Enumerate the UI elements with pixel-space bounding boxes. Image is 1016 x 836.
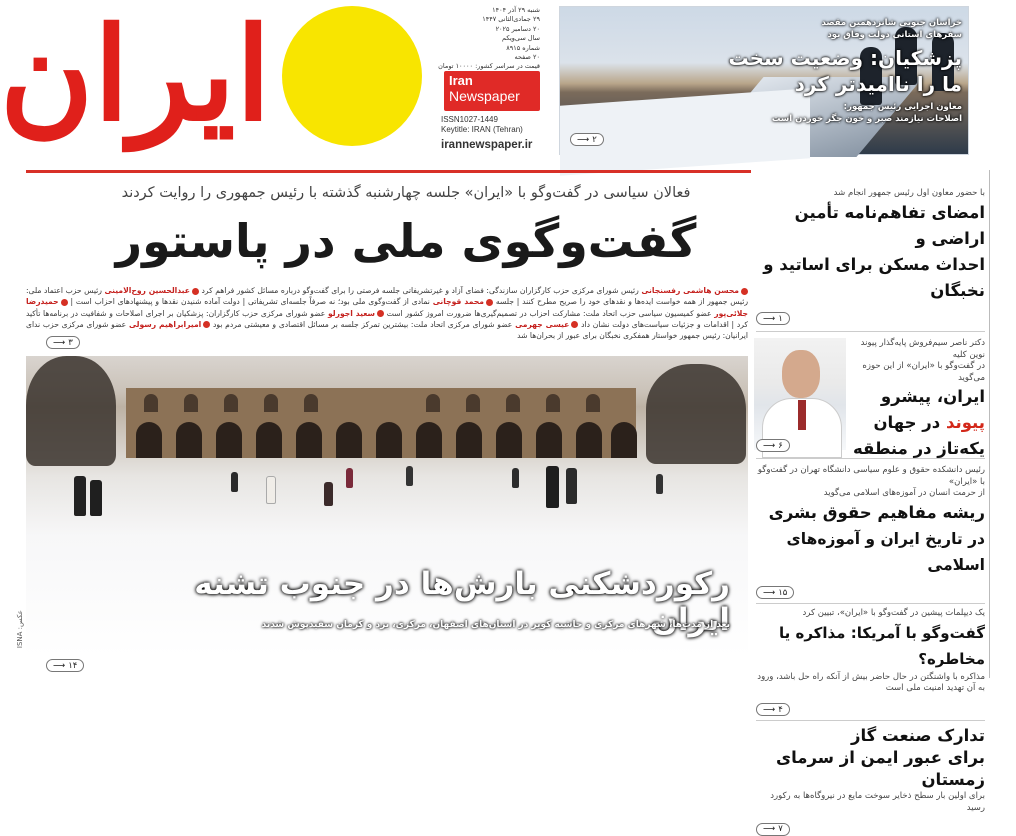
divider <box>756 720 985 721</box>
title-part: در جهان <box>873 413 946 432</box>
arch <box>611 422 637 458</box>
date-line: ۲۰ صفحه <box>514 53 540 62</box>
person-figure <box>512 468 519 488</box>
arch <box>184 394 198 412</box>
bullet-icon <box>61 299 68 306</box>
arch <box>144 394 158 412</box>
face <box>782 350 820 398</box>
arch <box>466 394 480 412</box>
arch <box>426 394 440 412</box>
issn: ISSN1027-1449 <box>441 115 498 124</box>
photo-credit: عکس: ISNA <box>16 610 24 649</box>
speaker-name: حمیدرضا جلائی‌پور <box>26 297 748 318</box>
item-kicker: با حضور معاون اول رئیس جمهور انجام شد <box>833 188 985 198</box>
main-photo-title[interactable]: رکوردشکنی بارش‌ها در جنوب تشنه ایران <box>194 566 730 638</box>
divider <box>26 170 751 173</box>
speaker-name: عیسی جهرمی <box>515 319 570 329</box>
arch <box>376 422 402 458</box>
person-figure <box>566 468 577 504</box>
top-story-sub: معاون اجرایی رئیس جمهور: <box>843 102 962 112</box>
page-number: ۶ <box>778 440 783 451</box>
iran-newspaper-badge[interactable] <box>444 71 540 111</box>
keytitle: Keytitle: IRAN (Tehran) <box>441 125 523 134</box>
item-kicker: یک دیپلمات پیشین در گفت‌وگو با «ایران»، تبیین کرد <box>802 608 985 618</box>
website-link[interactable]: irannewspaper.ir <box>441 139 533 151</box>
arch <box>506 394 520 412</box>
person-figure <box>656 474 663 494</box>
bullet-icon <box>203 321 210 328</box>
arch <box>416 422 442 458</box>
bullet-icon <box>486 299 493 306</box>
person-figure <box>324 482 333 506</box>
arrow-icon: ⟶ <box>53 337 66 348</box>
speaker-quote: رئیس شورای مرکزی حزب کارگزاران سازندگی: فضای آزاد و غیرتشریفاتی جلسه فرصتی را برای گفت‌وگو درباره مسائل کشور فراهم کرد <box>201 286 639 295</box>
arch <box>264 394 278 412</box>
divider <box>756 331 985 332</box>
speaker-quote: عضو شورای مرکزی اتحاد ملت: بیشترین تمرکز جلسه بر مسائل اقتصادی و معیشتی مردم بود <box>213 319 513 329</box>
page-ref[interactable] <box>46 659 84 672</box>
date-line: ۲۰ دسامبر ۲۰۲۵ <box>495 24 540 33</box>
tree <box>26 356 116 466</box>
top-story-text <box>722 17 962 125</box>
page-number: ۱ <box>778 313 783 324</box>
arrow-icon: ⟶ <box>763 824 776 834</box>
divider <box>756 603 985 604</box>
title-part: ایران، پیشرو <box>880 387 985 406</box>
top-story-title[interactable]: پزشکیان: وضعیت سخت <box>728 46 962 70</box>
top-story-kicker: خراسان جنوبی شانزدهمین مقصد <box>821 18 962 28</box>
page-ref[interactable] <box>46 336 80 349</box>
main-photo[interactable] <box>26 356 748 656</box>
sidebar <box>756 170 990 834</box>
person-figure <box>346 468 353 488</box>
sidebar-item[interactable] <box>756 338 985 458</box>
page-ref[interactable] <box>756 823 790 836</box>
item-title[interactable]: برای عبور ایمن از سرمای زمستان <box>775 748 985 789</box>
speaker-quote: عضو شورای مرکزی حزب کارگزاران: پزشکیان بر اجرای اصلاحات و شفافیت در برنامه‌ها تأکید کرد | اقدامات و جزئیات سیاست‌های دولت نشان داد <box>26 308 749 329</box>
title-highlight: پیوند <box>945 413 985 432</box>
arch <box>296 422 322 458</box>
bullet-icon <box>571 321 578 328</box>
item-body: برای اولین بار سطح ذخایر سوخت مایع در نیروگاه‌ها به رکورد رسید <box>770 791 985 813</box>
bullet-icon <box>741 288 748 295</box>
item-body: مذاکره با واشنگتن در حال حاضر بیش از آنکه راه حل باشد، ورود به آن تهدید امنیت ملی است <box>757 671 985 693</box>
item-title[interactable]: گفت‌وگو با آمریکا: مذاکره یا مخاطره؟ <box>778 623 985 668</box>
sidebar-item[interactable] <box>756 188 985 325</box>
person-figure <box>266 476 276 504</box>
page-number: ۲ <box>592 134 597 145</box>
top-story-sub: اصلاحات نیازمند صبر و خون جگر خوردن است <box>771 114 962 124</box>
item-title[interactable]: امضای تفاهم‌نامه تأمین اراضی و <box>794 202 985 248</box>
arch <box>256 422 282 458</box>
page-ref[interactable] <box>756 312 790 325</box>
page-ref[interactable] <box>756 586 794 599</box>
person-figure <box>90 480 102 516</box>
person-figure <box>406 466 413 486</box>
date-line: ۲۹ جمادی‌الثانی ۱۴۴۷ <box>482 15 540 24</box>
page-number: ۴ <box>778 704 783 715</box>
brand-line1: Iran <box>449 73 473 88</box>
top-story-kicker: سفرهای استانی دولت وفاق بود <box>827 30 962 40</box>
item-kicker: رئیس دانشکده حقوق و علوم سیاسی دانشگاه تهران در گفت‌وگو با «ایران» <box>757 465 985 487</box>
arrow-icon: ⟶ <box>763 440 776 451</box>
issue-info <box>428 6 540 72</box>
speaker-name: محمد قوچانی <box>432 297 485 307</box>
item-title[interactable] <box>848 384 985 436</box>
speaker-quote: نمادی از گفت‌وگوی ملی بود؛ نه صرفاً جلسه‌ای تشریفاتی | دولت آماده شنیدن نقدها و پیشنهادهای احزاب است | <box>67 297 430 307</box>
arch <box>536 422 562 458</box>
page-number: ۱۵ <box>778 587 788 598</box>
arch <box>546 394 560 412</box>
sidebar-item[interactable] <box>756 725 985 836</box>
arch <box>176 422 202 458</box>
speaker-quote: عضو کمیسیون سیاسی حزب اتحاد ملت: مشارکت احزاب در تصمیم‌گیری‌ها ضرورت امروز کشور است <box>386 308 712 318</box>
arrow-icon: ⟶ <box>577 134 590 145</box>
lead-headline[interactable]: گفت‌وگوی ملی در پاستور <box>115 214 697 268</box>
page-ref[interactable] <box>756 439 790 452</box>
item-kicker: از حرمت انسان در آموزه‌های اسلامی می‌گوید <box>823 488 985 498</box>
item-kicker: در گفت‌وگو با «ایران» از این حوزه می‌گوید <box>862 361 985 383</box>
brand-line2: Newspaper <box>449 88 520 104</box>
item-title[interactable]: احداث مسکن برای اساتید و نخبگان <box>763 254 985 300</box>
item-title[interactable]: یکه‌تاز در منطقه <box>852 439 985 458</box>
top-story-photo[interactable] <box>559 6 969 155</box>
newspaper-logo[interactable]: ایران <box>0 0 271 150</box>
person-figure <box>74 476 86 516</box>
issn-block <box>441 115 541 135</box>
arch <box>586 394 600 412</box>
item-title[interactable]: در تاریخ ایران و آموزه‌های اسلامی <box>786 529 985 574</box>
price-line: قیمت در سراسر کشور: ۱۰۰۰۰ تومان <box>438 62 540 71</box>
person-figure <box>546 466 559 508</box>
arrow-icon: ⟶ <box>53 660 66 671</box>
item-title[interactable]: ریشه مفاهیم حقوق بشری <box>768 502 985 522</box>
arch <box>216 422 242 458</box>
page-number: ۳ <box>68 337 73 348</box>
tree <box>646 364 746 464</box>
speaker-name: محسن هاشمی رفسنجانی <box>641 286 739 295</box>
speaker-quote: عضو شورای مرکزی حزب ندای ایرانیان: رئیس جمهور خواستار همفکری نخبگان برای عبور از بحران‌ها شد <box>26 319 748 341</box>
lead-surtitle: فعالان سیاسی در گفت‌وگو با «ایران» جلسه چهارشنبه گذشته با رئیس جمهوری را روایت کردند <box>121 185 691 201</box>
arrow-icon: ⟶ <box>763 587 776 598</box>
item-kicker: دکتر ناصر سیم‌فروش پایه‌گذار پیوند نوین کلیه <box>860 338 985 360</box>
speaker-quote: رئیس حزب اعتماد ملی: رئیس جمهور از همه خواست ایده‌ها و نقدهای خود را صریح مطرح کنند | جلسه <box>26 286 748 307</box>
speaker-name: سعید اجورلو <box>328 308 376 318</box>
bullet-icon <box>192 288 199 295</box>
arrow-icon: ⟶ <box>763 704 776 715</box>
page-number: ۱۴ <box>68 660 78 671</box>
arch <box>336 422 362 458</box>
bullet-icon <box>377 310 384 317</box>
speaker-name: امیرابراهیم رسولی <box>128 319 202 329</box>
arch <box>456 422 482 458</box>
arch <box>496 422 522 458</box>
top-story-title[interactable]: ما را ناامید‌تر کرد <box>794 72 962 96</box>
arch <box>304 394 318 412</box>
page-ref[interactable] <box>570 133 604 146</box>
arch <box>136 422 162 458</box>
arch <box>576 422 602 458</box>
sidebar-item[interactable] <box>756 465 985 599</box>
date-line: شنبه ۲۹ آذر ۱۴۰۴ <box>492 6 540 14</box>
date-line: سال سی‌ویکم <box>502 34 540 43</box>
sun-emblem <box>282 6 422 146</box>
page-number: ۷ <box>778 824 783 834</box>
person-figure <box>231 472 238 492</box>
page-ref[interactable] <box>756 703 790 716</box>
item-title[interactable]: تدارک صنعت گاز <box>850 726 985 745</box>
arch <box>224 394 238 412</box>
tie <box>798 400 806 430</box>
arrow-icon: ⟶ <box>763 313 776 324</box>
sidebar-item[interactable] <box>756 608 985 716</box>
khaju-bridge <box>126 388 636 458</box>
lead-body <box>26 285 748 341</box>
speaker-name: عبدالحسین روح‌الامینی <box>104 286 190 295</box>
main-photo-subtitle: بعد از مدت‌ها، شهرهای مرکزی و حاشیه کویر در استان‌های اصفهان، مرکزی، یزد و کرمان سفیدپوش شدند <box>261 620 730 630</box>
date-line: شماره ۸۹۱۵ <box>506 43 540 52</box>
